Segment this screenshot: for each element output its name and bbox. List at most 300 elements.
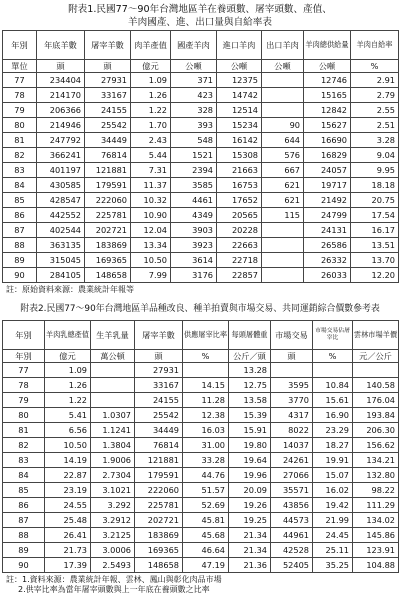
table-cell: 104.88 (353, 558, 399, 573)
table-row (3, 163, 399, 178)
table-cell: 20565 (217, 208, 262, 223)
table-cell: 16.02 (313, 483, 353, 498)
year-cell: 82 (3, 148, 37, 163)
table-cell: 31.00 (183, 438, 229, 453)
table-cell: 667 (262, 163, 304, 178)
year-cell: 89 (3, 253, 37, 268)
table-cell: 34449 (85, 133, 131, 148)
table-cell: 214170 (37, 88, 85, 103)
table-cell: 25.11 (313, 543, 353, 558)
table-cell: 23.19 (45, 483, 91, 498)
table-cell: 16.03 (183, 423, 229, 438)
year-cell: 79 (3, 103, 37, 118)
table-cell: 52405 (271, 558, 313, 573)
table-cell: 183869 (85, 238, 131, 253)
table-cell: 222060 (85, 193, 131, 208)
table-cell: 20228 (217, 223, 262, 238)
table-cell: 76814 (85, 148, 131, 163)
year-cell: 89 (3, 543, 45, 558)
table1-body (3, 73, 399, 283)
table-cell: 11.37 (131, 178, 171, 193)
table-cell: 19.25 (229, 513, 271, 528)
table-cell: 12375 (217, 73, 262, 88)
table1-unit: 公噸 (217, 60, 262, 73)
table2-unit: 公斤／頭 (229, 350, 271, 363)
table-cell: 202721 (85, 223, 131, 238)
year-cell: 84 (3, 468, 45, 483)
table-cell: 33167 (85, 88, 131, 103)
table-cell: 27066 (271, 468, 313, 483)
table-cell: 13.51 (351, 238, 399, 253)
table-cell (262, 88, 304, 103)
table-row (3, 453, 399, 468)
table2-header: 每頭屠體重 (229, 321, 271, 350)
table-cell: 76814 (135, 438, 183, 453)
table1-unit: 頭 (37, 60, 85, 73)
table-cell: 22857 (217, 268, 262, 283)
table-cell: 19.42 (313, 498, 353, 513)
table-cell: 6.56 (45, 423, 91, 438)
table2-header: 羊肉乳總產值 (45, 321, 91, 350)
table1-header: 出口羊肉 (262, 31, 304, 60)
table1-unit: % (351, 60, 399, 73)
table-cell: 3176 (171, 268, 217, 283)
table-row (3, 483, 399, 498)
table-cell: 169365 (135, 543, 183, 558)
table-cell: 10.50 (131, 253, 171, 268)
table-cell: 2.7304 (91, 468, 135, 483)
table-cell: 19717 (304, 178, 351, 193)
table-cell: 621 (262, 178, 304, 193)
year-cell: 84 (3, 178, 37, 193)
table1-unit-row (3, 60, 399, 73)
table2-header: 市場交易佔屠宰比 (313, 321, 353, 350)
table-cell: 44961 (271, 528, 313, 543)
table-cell: 33.28 (183, 453, 229, 468)
table-cell (262, 73, 304, 88)
table-cell: 21.73 (45, 543, 91, 558)
table-cell: 423 (171, 88, 217, 103)
table-cell: 14.19 (45, 453, 91, 468)
table-cell: 10.50 (45, 438, 91, 453)
table2-header: 年別 (3, 321, 45, 350)
table-row (3, 73, 399, 88)
table2-unit: 元／公斤 (353, 350, 399, 363)
table-cell: 15165 (304, 88, 351, 103)
table-cell: 3.0006 (91, 543, 135, 558)
table-row (3, 268, 399, 283)
table-cell: 156.62 (353, 438, 399, 453)
table-cell: 3.292 (91, 498, 135, 513)
table-cell: 16690 (304, 133, 351, 148)
table-row (3, 558, 399, 573)
table-cell: 2394 (171, 163, 217, 178)
table-cell: 4461 (171, 193, 217, 208)
table-cell: 15.39 (229, 408, 271, 423)
table-cell (262, 268, 304, 283)
table1-unit: 億元 (131, 60, 171, 73)
table-cell: 98.22 (353, 483, 399, 498)
table-cell: 21663 (217, 163, 262, 178)
table-cell: 206366 (37, 103, 85, 118)
table-cell: 284105 (37, 268, 85, 283)
table-cell: 16.90 (313, 408, 353, 423)
table-cell: 134.02 (353, 513, 399, 528)
table2-unit: % (183, 350, 229, 363)
table1-unit: 頭 (85, 60, 131, 73)
table-cell: 111.29 (353, 498, 399, 513)
table-cell: 2.79 (351, 88, 399, 103)
table-cell: 25.48 (45, 513, 91, 528)
table-cell (91, 378, 135, 393)
table-cell: 1.1241 (91, 423, 135, 438)
table-cell: 25542 (135, 408, 183, 423)
table-cell: 90 (262, 118, 304, 133)
table-cell: 47.19 (183, 558, 229, 573)
table-cell: 3614 (171, 253, 217, 268)
table2-unit: 年別 (3, 350, 45, 363)
table-cell: 21.34 (229, 543, 271, 558)
table-cell: 17.39 (45, 558, 91, 573)
table-cell: 10.90 (131, 208, 171, 223)
table1-header: 羊肉自給率 (351, 31, 399, 60)
table2-header: 生羊乳量 (91, 321, 135, 350)
table-cell: 7.99 (131, 268, 171, 283)
table-row (3, 393, 399, 408)
table-cell: 3.28 (351, 133, 399, 148)
table-cell: 140.58 (353, 378, 399, 393)
year-cell: 86 (3, 208, 37, 223)
table-row (3, 408, 399, 423)
table-cell: 430585 (37, 178, 85, 193)
table-cell: 7.31 (131, 163, 171, 178)
table-cell: 402544 (37, 223, 85, 238)
table-cell: 202721 (135, 513, 183, 528)
table-cell: 5.44 (131, 148, 171, 163)
table-cell: 20.75 (351, 193, 399, 208)
table-cell: 15.61 (313, 393, 353, 408)
table-cell: 1.22 (45, 393, 91, 408)
year-cell: 77 (3, 73, 37, 88)
table-cell: 19.91 (313, 453, 353, 468)
year-cell: 90 (3, 268, 37, 283)
table-cell: 13.28 (229, 363, 271, 378)
table-cell: 225781 (85, 208, 131, 223)
table-cell: 35.25 (313, 558, 353, 573)
table1-unit: 單位 (3, 60, 37, 73)
year-cell: 83 (3, 163, 37, 178)
table-cell: 20.09 (229, 483, 271, 498)
table-cell: 576 (262, 148, 304, 163)
table-cell: 27931 (85, 73, 131, 88)
table-cell: 2.55 (351, 103, 399, 118)
table-cell: 3.2912 (91, 513, 135, 528)
table1-title-line2: 羊肉國產、進、出口量與自給率表 (128, 17, 272, 28)
table-cell: 428547 (37, 193, 85, 208)
table-cell: 225781 (135, 498, 183, 513)
table-row (3, 208, 399, 223)
year-cell: 90 (3, 558, 45, 573)
year-cell: 78 (3, 88, 37, 103)
table1-header: 年別 (3, 31, 37, 60)
table-cell: 24057 (304, 163, 351, 178)
table-cell: 34449 (135, 423, 183, 438)
table-cell: 15234 (217, 118, 262, 133)
table-cell: 3595 (271, 378, 313, 393)
table-cell: 8022 (271, 423, 313, 438)
table-cell: 148658 (85, 268, 131, 283)
table-cell: 401197 (37, 163, 85, 178)
table-cell: 15.91 (229, 423, 271, 438)
table-cell: 24799 (304, 208, 351, 223)
table-cell: 371 (171, 73, 217, 88)
table-cell: 1.22 (131, 103, 171, 118)
table-cell: 1.9006 (91, 453, 135, 468)
year-cell: 81 (3, 423, 45, 438)
table-cell: 12842 (304, 103, 351, 118)
table2-header: 雲林市場羊價 (353, 321, 399, 350)
table-cell: 148658 (135, 558, 183, 573)
table-cell: 145.86 (353, 528, 399, 543)
table-row (3, 438, 399, 453)
table-cell: 9.04 (351, 148, 399, 163)
table-cell: 46.64 (183, 543, 229, 558)
table2-unit: 萬公頓 (91, 350, 135, 363)
table-cell: 13.58 (229, 393, 271, 408)
table-cell: 33167 (135, 378, 183, 393)
table-cell: 183869 (135, 528, 183, 543)
year-cell: 79 (3, 393, 45, 408)
table-cell: 42528 (271, 543, 313, 558)
table1-header: 年底羊數 (37, 31, 85, 60)
table-cell: 35571 (271, 483, 313, 498)
table-cell (313, 363, 353, 378)
table-cell: 4349 (171, 208, 217, 223)
table1-unit: 公噸 (304, 60, 351, 73)
table-cell: 14.15 (183, 378, 229, 393)
year-cell: 83 (3, 453, 45, 468)
table1-header-row (3, 31, 399, 60)
year-cell: 85 (3, 483, 45, 498)
year-cell: 87 (3, 223, 37, 238)
table-cell: 222060 (135, 483, 183, 498)
table-cell: 393 (171, 118, 217, 133)
table-cell: 27931 (135, 363, 183, 378)
table-cell: 3923 (171, 238, 217, 253)
year-cell: 80 (3, 118, 37, 133)
table-cell: 21.99 (313, 513, 353, 528)
table-cell: 19.80 (229, 438, 271, 453)
table-cell: 115 (262, 208, 304, 223)
table-row (3, 133, 399, 148)
table-cell: 14742 (217, 88, 262, 103)
table-cell: 4317 (271, 408, 313, 423)
table-cell: 121881 (135, 453, 183, 468)
year-cell: 80 (3, 408, 45, 423)
table-row (3, 178, 399, 193)
table-cell (262, 238, 304, 253)
table-cell: 21492 (304, 193, 351, 208)
table-cell (262, 223, 304, 238)
table-cell: 3770 (271, 393, 313, 408)
table-cell: 644 (262, 133, 304, 148)
table-cell: 18.18 (351, 178, 399, 193)
table-cell: 12746 (304, 73, 351, 88)
table-row (3, 543, 399, 558)
table-cell: 15627 (304, 118, 351, 133)
table-cell: 21.34 (229, 528, 271, 543)
table-cell: 206.30 (353, 423, 399, 438)
table-cell: 234404 (37, 73, 85, 88)
table-cell: 45.68 (183, 528, 229, 543)
table-cell: 1.26 (45, 378, 91, 393)
table-cell: 2.43 (131, 133, 171, 148)
table1-unit: 公噸 (262, 60, 304, 73)
year-cell: 88 (3, 238, 37, 253)
table-row (3, 88, 399, 103)
table-cell: 12514 (217, 103, 262, 118)
table2-header: 供應屠宰比率 (183, 321, 229, 350)
table-row (3, 498, 399, 513)
table-cell: 3903 (171, 223, 217, 238)
table-cell: 19.64 (229, 453, 271, 468)
table2-unit: 億元 (45, 350, 91, 363)
table-cell: 247792 (37, 133, 85, 148)
table-cell: 548 (171, 133, 217, 148)
table-cell: 13.34 (131, 238, 171, 253)
table-cell: 16829 (304, 148, 351, 163)
year-cell: 81 (3, 133, 37, 148)
table-row (3, 193, 399, 208)
table1-unit: 公噸 (171, 60, 217, 73)
table-cell: 45.81 (183, 513, 229, 528)
table-cell: 179591 (135, 468, 183, 483)
table-cell: 44573 (271, 513, 313, 528)
table2-unit: 頭 (271, 350, 313, 363)
table1-header: 國產羊肉 (171, 31, 217, 60)
table-cell: 22663 (217, 238, 262, 253)
table-cell: 1.09 (131, 73, 171, 88)
table-cell: 3585 (171, 178, 217, 193)
table-cell: 16142 (217, 133, 262, 148)
table2-note-2: 2.供宰比率為當年屠宰頭數與上一年底在養頭數之比率 (18, 585, 210, 594)
table-cell: 121881 (85, 163, 131, 178)
table-cell: 12.04 (131, 223, 171, 238)
table-cell: 214946 (37, 118, 85, 133)
table-row (3, 528, 399, 543)
table-cell (91, 363, 135, 378)
table-cell: 16.17 (351, 223, 399, 238)
table-row (3, 223, 399, 238)
year-cell: 87 (3, 513, 45, 528)
table-cell: 123.91 (353, 543, 399, 558)
table-cell (262, 253, 304, 268)
table2-header-row (3, 321, 399, 350)
table-cell: 18.27 (313, 438, 353, 453)
table-cell: 193.84 (353, 408, 399, 423)
year-cell: 77 (3, 363, 45, 378)
table2-header: 市場交易 (271, 321, 313, 350)
year-cell: 85 (3, 193, 37, 208)
table-row (3, 238, 399, 253)
table-cell: 12.38 (183, 408, 229, 423)
table-cell: 176.04 (353, 393, 399, 408)
table-cell: 12.20 (351, 268, 399, 283)
table-cell: 169365 (85, 253, 131, 268)
table-cell: 15.07 (313, 468, 353, 483)
table-cell: 26586 (304, 238, 351, 253)
table-cell: 19.96 (229, 468, 271, 483)
table1-note: 註：原始資料來源：農業統計年報等 (6, 285, 134, 294)
table-cell: 3.1021 (91, 483, 135, 498)
table2-title: 附表2.民國77～90年台灣地區羊品種改良、種羊拍賣與市場交易、共同運銷綜合價數參考表 (20, 304, 380, 314)
table-cell: 13.70 (351, 253, 399, 268)
table-cell: 24261 (271, 453, 313, 468)
table-cell: 621 (262, 193, 304, 208)
table-cell: 51.57 (183, 483, 229, 498)
table1-header: 羊肉總供給量 (304, 31, 351, 60)
table2-body (3, 363, 399, 573)
table1-title-line1: 附表1.民國77～90年台灣地區羊在養頭數、屠宰頭數、產值、 (68, 4, 332, 15)
table1-header: 進口羊肉 (217, 31, 262, 60)
table-cell: 328 (171, 103, 217, 118)
table2-header: 屠宰羊數 (135, 321, 183, 350)
table-row (3, 148, 399, 163)
table-cell: 442552 (37, 208, 85, 223)
table-cell: 3.2125 (91, 528, 135, 543)
table-cell: 363135 (37, 238, 85, 253)
table-cell: 52.69 (183, 498, 229, 513)
table1-header: 屠宰羊數 (85, 31, 131, 60)
table-cell: 17.54 (351, 208, 399, 223)
table-cell: 17652 (217, 193, 262, 208)
table-row (3, 118, 399, 133)
table-cell: 25542 (85, 118, 131, 133)
table-cell: 26.41 (45, 528, 91, 543)
table-cell: 24155 (135, 393, 183, 408)
table-cell: 22.87 (45, 468, 91, 483)
table-cell: 14037 (271, 438, 313, 453)
table-cell (183, 363, 229, 378)
table-cell (353, 363, 399, 378)
table-cell: 1.09 (45, 363, 91, 378)
table-cell: 23.29 (313, 423, 353, 438)
table1-header: 肉羊產值 (131, 31, 171, 60)
table-cell: 12.75 (229, 378, 271, 393)
table2-note-1: 註：1.資料來源：農業統計年報、雲林、鳳山與彰化肉品市場 (6, 575, 222, 584)
table2-unit: 頭 (135, 350, 183, 363)
table-cell: 24131 (304, 223, 351, 238)
table-cell: 9.95 (351, 163, 399, 178)
table-cell: 15308 (217, 148, 262, 163)
table-cell: 132.80 (353, 468, 399, 483)
table-cell: 24.45 (313, 528, 353, 543)
table-cell: 5.41 (45, 408, 91, 423)
table-cell: 2.5493 (91, 558, 135, 573)
table-cell: 134.21 (353, 453, 399, 468)
table-cell: 2.91 (351, 73, 399, 88)
table-row (3, 103, 399, 118)
year-cell: 88 (3, 528, 45, 543)
table2 (2, 320, 399, 573)
table-cell (271, 363, 313, 378)
table-cell: 315045 (37, 253, 85, 268)
table-cell (91, 393, 135, 408)
table-cell: 1.26 (131, 88, 171, 103)
table-cell: 179591 (85, 178, 131, 193)
table-cell: 26033 (304, 268, 351, 283)
table-cell: 16753 (217, 178, 262, 193)
